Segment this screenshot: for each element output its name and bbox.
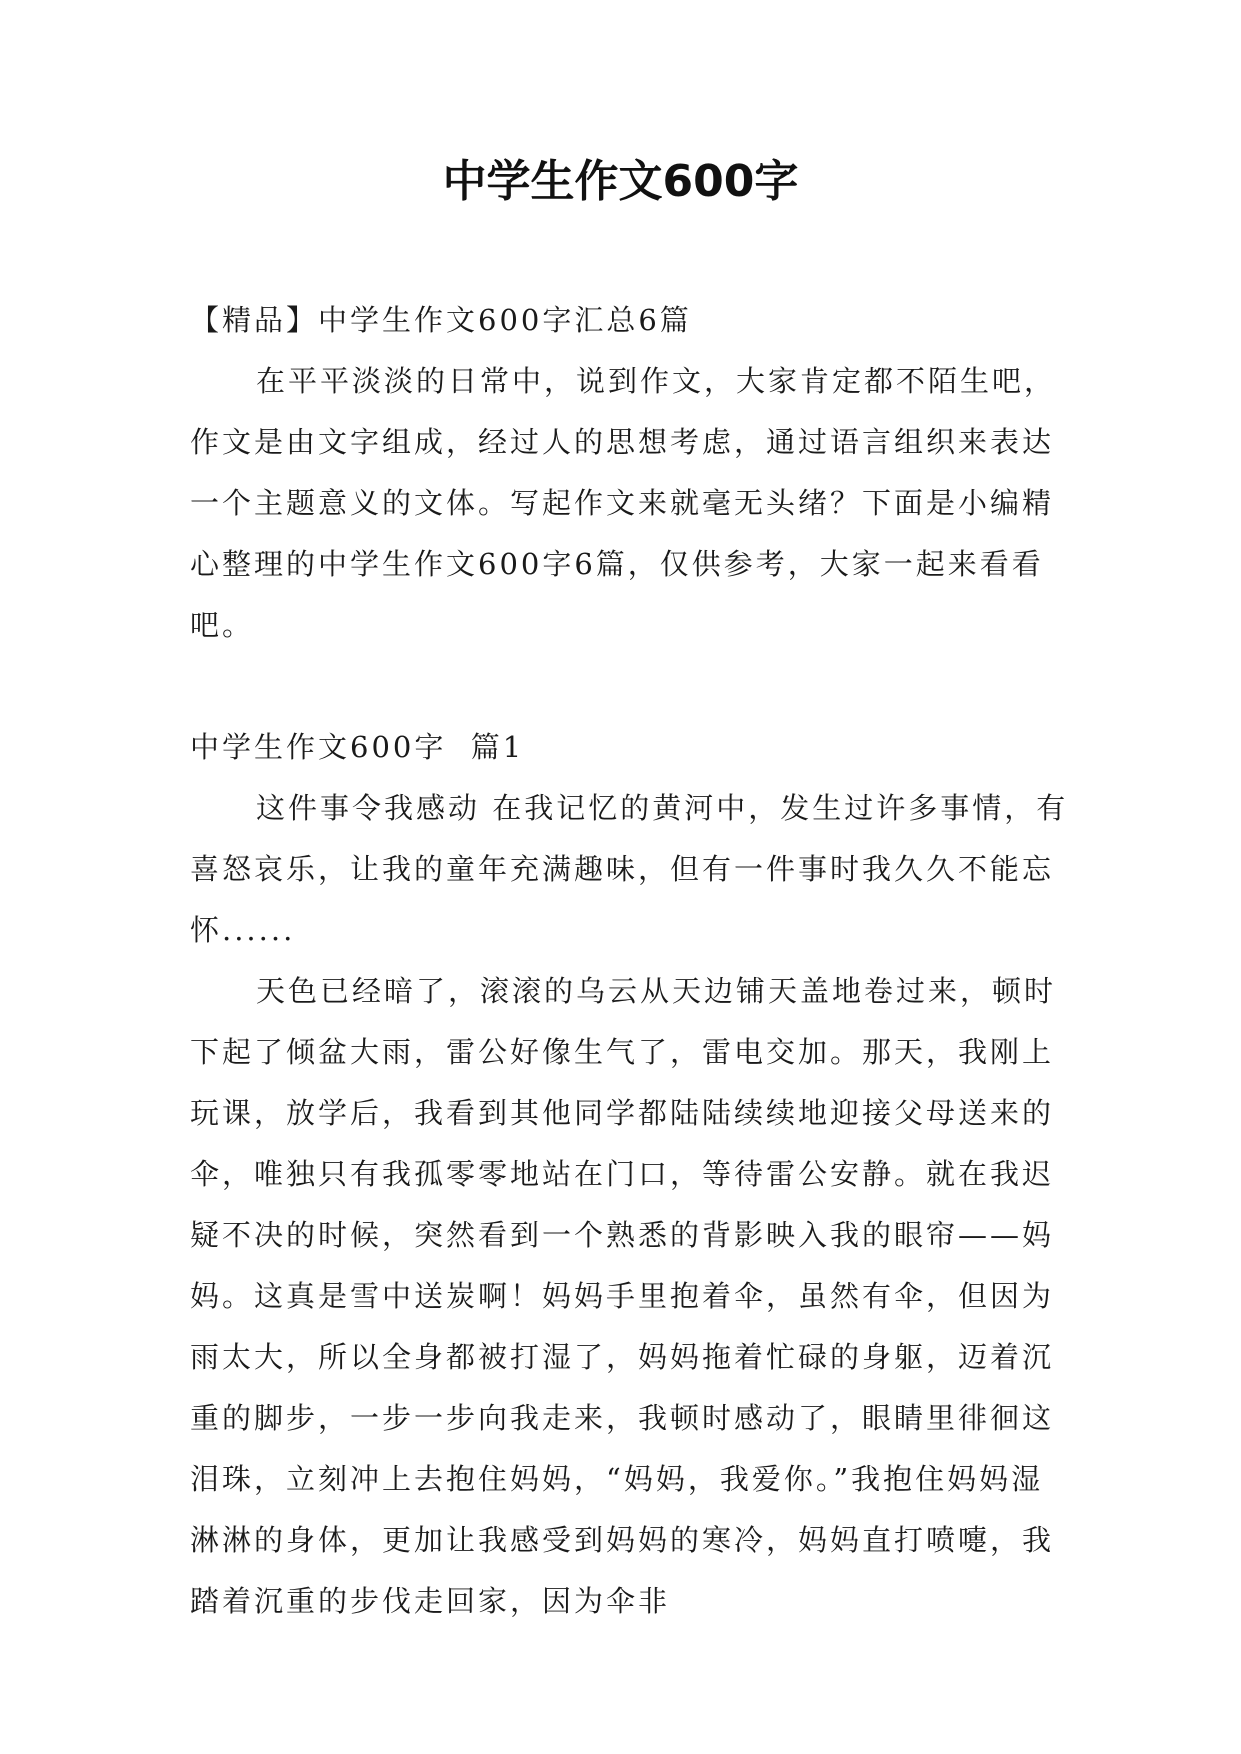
section-heading: 中学生作文600字 篇1 bbox=[190, 730, 525, 764]
document-body bbox=[190, 290, 1070, 1632]
section-paragraph-1: 这件事令我感动 在我记忆的黄河中，发生过许多事情，有喜怒哀乐，让我的童年充满趣味，但有一件事时我久久不能忘怀...... bbox=[190, 791, 1069, 947]
document-subtitle: 【精品】中学生作文600字汇总6篇 bbox=[190, 303, 692, 337]
intro-paragraph: 在平平淡淡的日常中，说到作文，大家肯定都不陌生吧，作文是由文字组成，经过人的思想考虑，通过语言组织来表达一个主题意义的文体。写起作文来就毫无头绪？下面是小编精心整理的中学生作文600字6篇，仅供参考，大家一起来看看吧。 bbox=[190, 364, 1057, 642]
section-paragraph-2: 天色已经暗了，滚滚的乌云从天边铺天盖地卷过来，顿时下起了倾盆大雨，雷公好像生气了，雷电交加。那天，我刚上玩课，放学后，我看到其他同学都陆陆续续地迎接父母送来的伞，唯独只有我孤零零地站在门口，等待雷公安静。就在我迟疑不决的时候，突然看到一个熟悉的背影映入我的眼帘——妈妈。这真是雪中送炭啊！妈妈手里抱着伞，虽然有伞，但因为雨太大，所以全身都被打湿了，妈妈拖着忙碌的身躯，迈着沉重的脚步，一步一步向我走来，我顿时感动了，眼睛里徘徊这泪珠，立刻冲上去抱住妈妈，“妈妈，我爱你。”我抱住妈妈湿淋淋的身体，更加让我感受到妈妈的寒冷，妈妈直打喷嚏，我踏着沉重的步伐走回家，因为伞非 bbox=[190, 974, 1057, 1618]
document-title: 中学生作文600字 bbox=[442, 156, 799, 207]
